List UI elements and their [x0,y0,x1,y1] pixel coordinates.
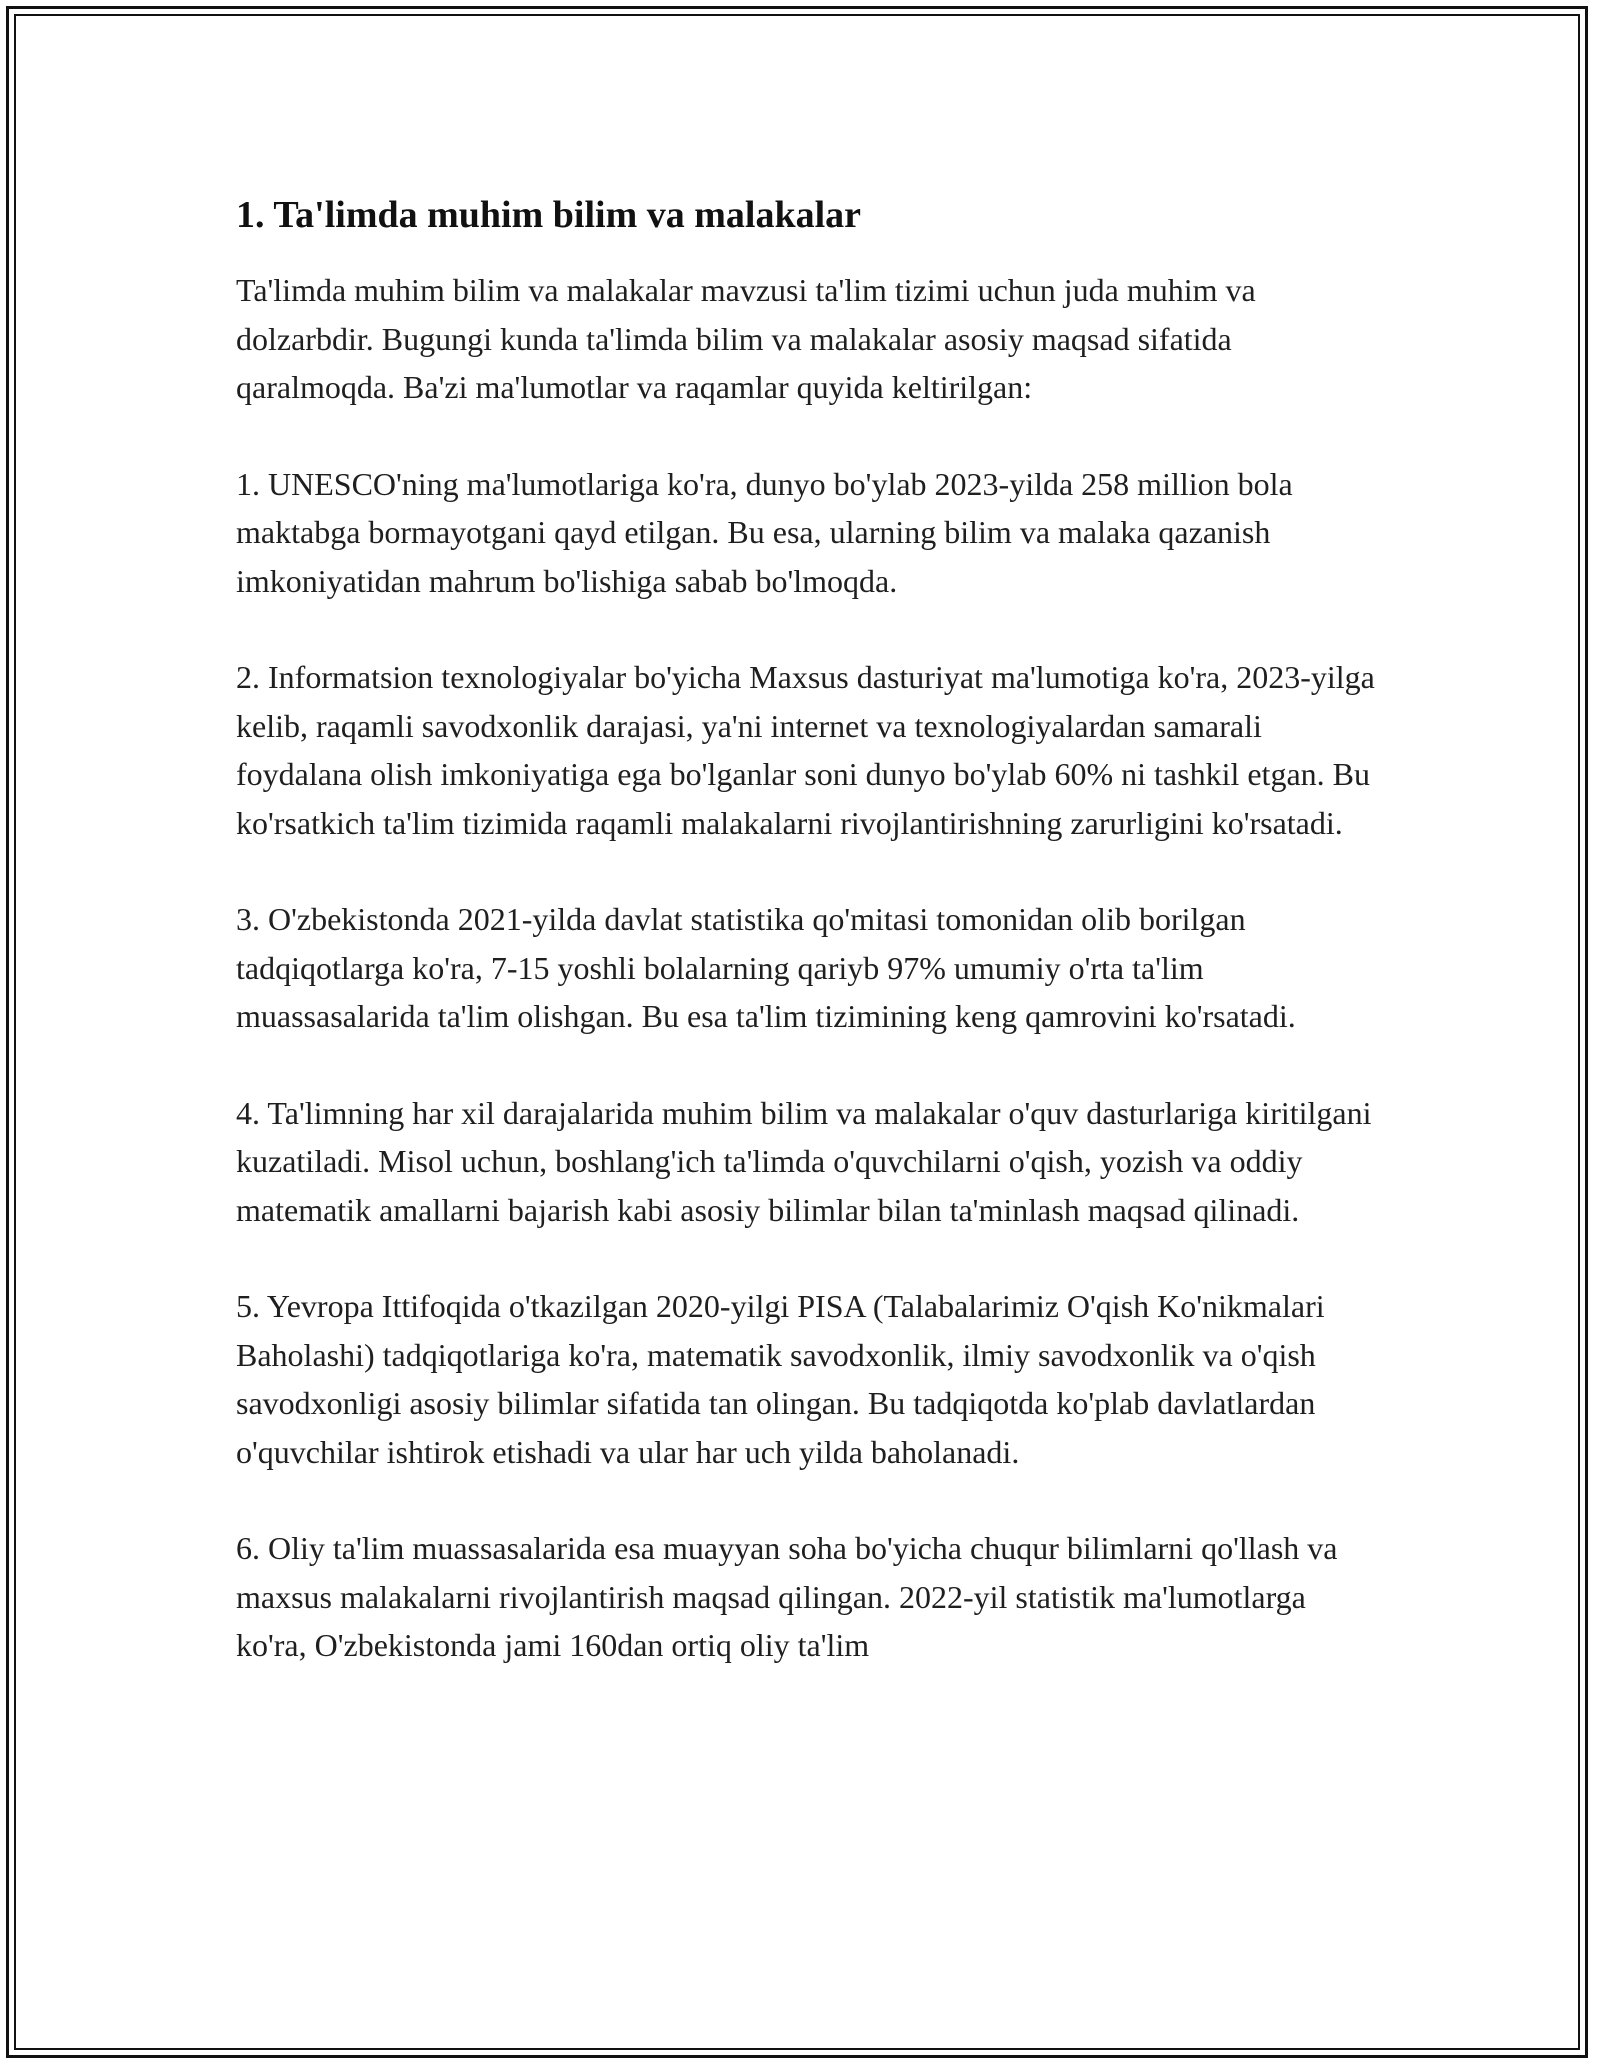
paragraph-item-4: 4. Ta'limning har xil darajalarida muhim bilim va malakalar o'quv dasturlariga kiritilgani kuzatiladi. Misol uchun, boshlang'ich ta'limda o'quvchilarni o'qish, yozish va oddiy matematik amallarni bajarish kabi asosiy bilimlar bilan ta'minlash maqsad qilinadi. [236,1094,1372,1228]
paragraph-item-6: 6. Oliy ta'lim muassasalarida esa muayyan soha bo'yicha chuqur bilimlarni qo'llash va maxsus malakalarni rivojlantirish maqsad qilingan. 2022-yil statistik ma'lumotlarga ko'ra, O'zbekistonda jami 160dan ortiq oliy ta'lim [236,1530,1338,1663]
intro-paragraph: Ta'limda muhim bilim va malakalar mavzusi ta'lim tizimi uchun juda muhim va dolzarbdir. Bugungi kunda ta'limda bilim va malakalar asosiy maqsad sifatida qaralmoqda. Ba'zi ma'lumotlar va raqamlar quyida keltirilgan: [236,272,1256,405]
section-heading: 1. Ta'limda muhim bilim va malakalar [236,194,861,236]
document-body [236,190,1376,1718]
paragraph-item-3: 3. O'zbekistonda 2021-yilda davlat statistika qo'mitasi tomonidan olib borilgan tadqiqotlarga ko'ra, 7-15 yoshli bolalarning qariyb 97% umumiy o'rta ta'lim muassasalarida ta'lim olishgan. Bu esa ta'lim tizimining keng qamrovini ko'rsatadi. [236,901,1296,1034]
paragraph-item-5: 5. Yevropa Ittifoqida o'tkazilgan 2020-yilgi PISA (Talabalarimiz O'qish Ko'nikmalari Baholashi) tadqiqotlariga ko'ra, matematik savodxonlik, ilmiy savodxonlik va o'qish savodxonligi asosiy bilimlar sifatida tan olingan. Bu tadqiqotda ko'plab davlatlardan o'quvchilar ishtirok etishadi va ular har uch yilda baholanadi. [236,1288,1325,1470]
paragraph-item-2: 2. Informatsion texnologiyalar bo'yicha Maxsus dasturiyat ma'lumotiga ko'ra, 2023-yilga kelib, raqamli savodxonlik darajasi, ya'ni internet va texnologiyalardan samarali foydalana olish imkoniyatiga ega bo'lganlar soni dunyo bo'ylab 60% ni tashkil etgan. Bu ko'rsatkich ta'lim tizimida raqamli malakalarni rivojlantirishning zarurligini ko'rsatadi. [236,659,1375,841]
paragraph-item-1: 1. UNESCO'ning ma'lumotlariga ko'ra, dunyo bo'ylab 2023-yilda 258 million bola maktabga bormayotgani qayd etilgan. Bu esa, ularning bilim va malaka qazanish imkoniyatidan mahrum bo'lishiga sabab bo'lmoqda. [236,465,1293,599]
